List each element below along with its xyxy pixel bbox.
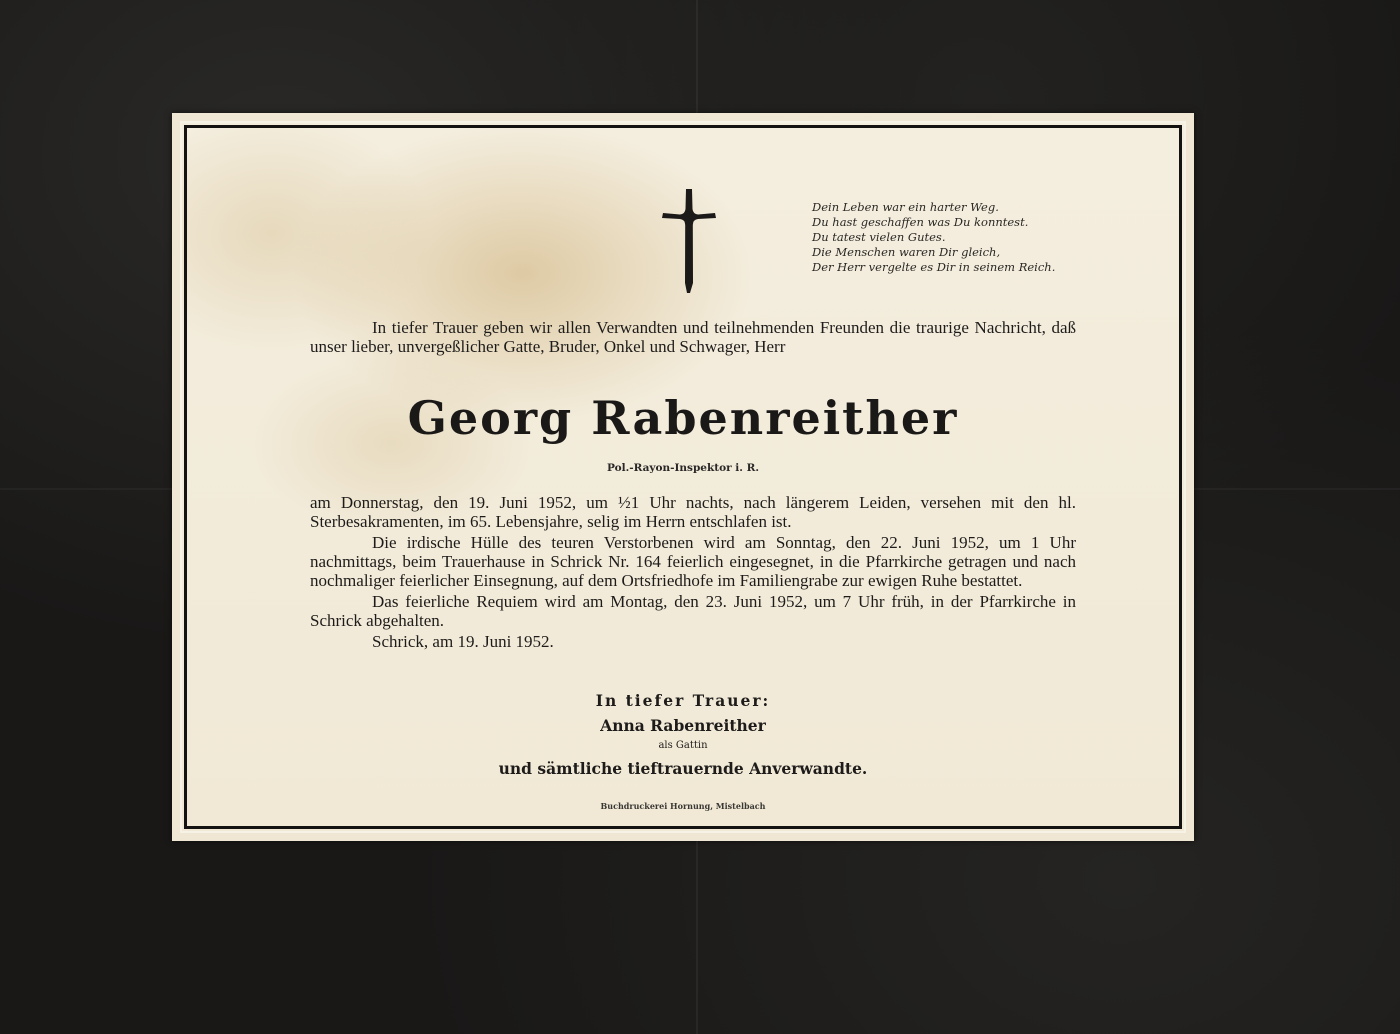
relatives-line: und sämtliche tieftrauernde Anverwandte.: [498, 759, 868, 778]
intro-text: In tiefer Trauer geben wir allen Verwandten und teilnehmenden Freunden die traurige Nachricht, daß unser lieber, unvergeßlicher Gatte, Bruder, Onkel und Schwager, Herr: [310, 318, 1076, 356]
poem-line: Die Menschen waren Dir gleich,: [812, 245, 1001, 259]
poem-line: Der Herr vergelte es Dir in seinem Reich.: [812, 260, 1056, 274]
deceased-title: Pol.-Rayon-Inspektor i. R.: [607, 462, 759, 474]
funeral-paragraph: Die irdische Hülle des teuren Verstorbenen wird am Sonntag, den 22. Juni 1952, um 1 Uhr nachmittags, beim Trauerhause in Schrick Nr. 164 feierlich eingesegnet, in die Pfarrkirche getragen und nach nochmaliger feierlicher Einsegnung, auf dem Ortsfriedhofe im Familiengrabe zur ewigen Ruhe bestattet.: [310, 533, 1076, 590]
death-paragraph: am Donnerstag, den 19. Juni 1952, um ½1 Uhr nachts, nach längerem Leiden, versehen mit den hl. Sterbesakramenten, im 65. Lebensjahre, selig im Herrn entschlafen ist.: [310, 493, 1076, 531]
widow-name: Anna Rabenreither: [600, 716, 766, 735]
place-date: Schrick, am 19. Juni 1952.: [372, 632, 554, 651]
obituary-paper: [180, 121, 1186, 833]
mourning-heading: In tiefer Trauer:: [595, 691, 771, 710]
deceased-name: Georg Rabenreither: [407, 391, 959, 445]
announcement-body: [310, 493, 1076, 653]
intro-paragraph: [310, 318, 1076, 356]
widow-relation: als Gattin: [658, 740, 708, 751]
obituary-card: [172, 113, 1194, 841]
latin-cross-icon: [659, 187, 719, 295]
poem-line: Du tatest vielen Gutes.: [812, 230, 946, 244]
memorial-poem: [812, 200, 1112, 275]
printer-imprint: Buchdruckerei Hornung, Mistelbach: [600, 801, 766, 811]
poem-line: Dein Leben war ein harter Weg.: [812, 200, 999, 214]
requiem-paragraph: Das feierliche Requiem wird am Montag, den 23. Juni 1952, um 7 Uhr früh, in der Pfarrkirche in Schrick abgehalten.: [310, 592, 1076, 630]
poem-line: Du hast geschaffen was Du konntest.: [812, 215, 1029, 229]
